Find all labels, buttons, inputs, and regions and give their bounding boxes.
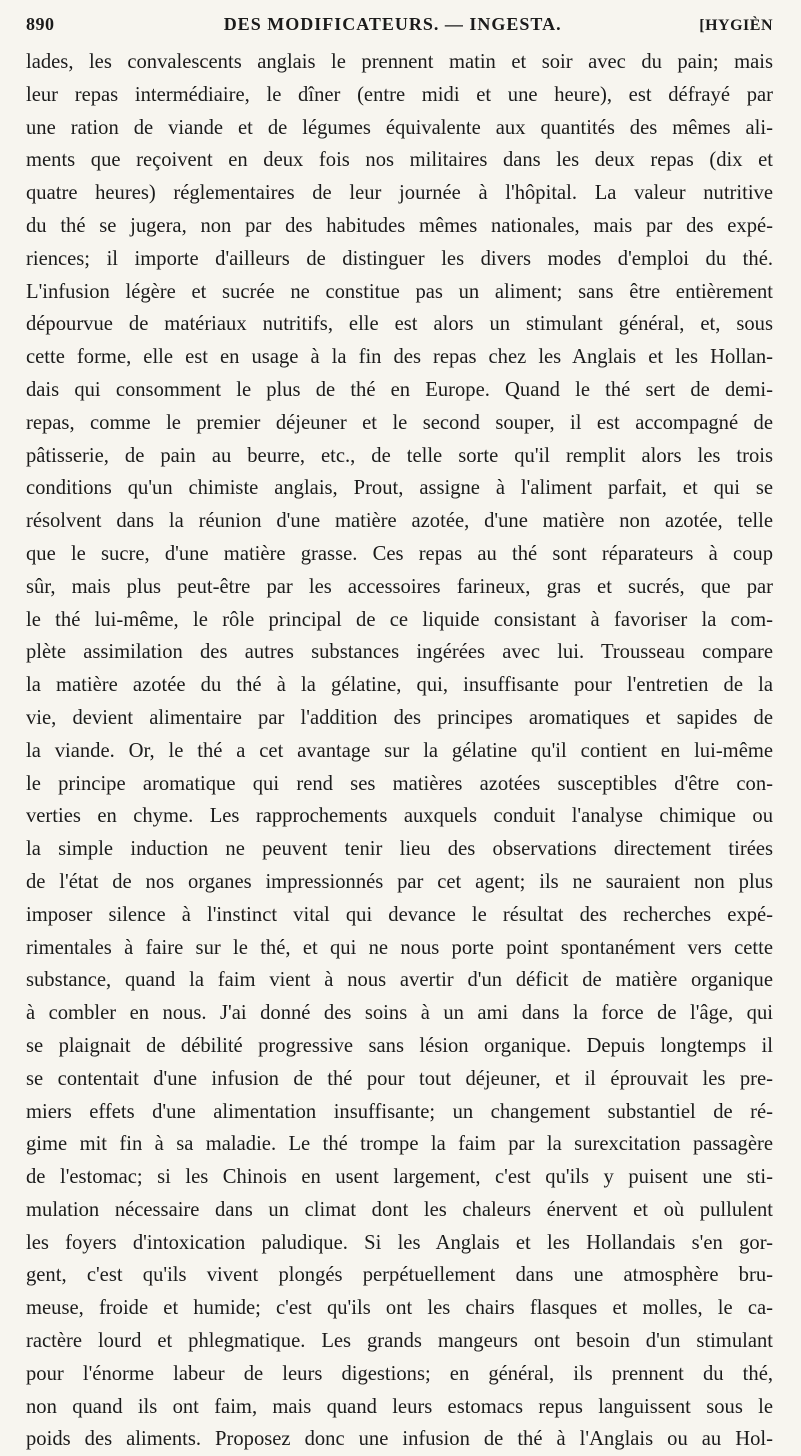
page-number: 890 <box>26 14 55 34</box>
text-line: meuse, froide et humide; c'est qu'ils ont les chairs flasques et molles, le ca- <box>26 1297 773 1320</box>
running-title: DES MODIFICATEURS. — INGESTA. <box>223 14 562 34</box>
text-line: le principe aromatique qui rend ses matières azotées susceptibles d'être con- <box>26 772 773 795</box>
text-line: sûr, mais plus peut-être par les accessoires farineux, gras et sucrés, que par <box>26 575 773 598</box>
text-line: quatre heures) réglementaires de leur journée à l'hôpital. La valeur nutritive <box>26 182 773 205</box>
section-label: [HYGIÈN <box>699 17 773 34</box>
body-text <box>26 46 773 1456</box>
text-line: les foyers d'intoxication paludique. Si les Anglais et les Hollandais s'en gor- <box>26 1231 773 1254</box>
text-line: L'infusion légère et sucrée ne constitue pas un aliment; sans être entièrement <box>26 280 773 303</box>
running-head <box>26 14 773 44</box>
text-line: rimentales à faire sur le thé, et qui ne nous porte point spontanément vers cette <box>26 936 773 959</box>
text-line: verties en chyme. Les rapprochements auxquels conduit l'analyse chimique ou <box>26 805 773 828</box>
text-line: la simple induction ne peuvent tenir lieu des observations directement tirées <box>26 838 773 861</box>
text-line: le thé lui-même, le rôle principal de ce liquide consistant à favoriser la com- <box>26 608 773 631</box>
text-line: la matière azotée du thé à la gélatine, qui, insuffisante pour l'entretien de la <box>26 674 773 697</box>
text-line: résolvent dans la réunion d'une matière azotée, d'une matière non azotée, telle <box>26 510 773 533</box>
text-line: une ration de viande et de légumes équivalente aux quantités des mêmes ali- <box>26 116 773 139</box>
text-line: dais qui consomment le plus de thé en Europe. Quand le thé sert de demi- <box>26 378 773 401</box>
text-line: de l'estomac; si les Chinois en usent largement, c'est qu'ils y puisent une sti- <box>26 1166 773 1189</box>
text-line: leur repas intermédiaire, le dîner (entre midi et une heure), est défrayé par <box>26 83 773 106</box>
text-line: se contentait d'une infusion de thé pour tout déjeuner, et il éprouvait les pre- <box>26 1067 773 1090</box>
text-line: miers effets d'une alimentation insuffisante; un changement substantiel de ré- <box>26 1100 773 1123</box>
text-line: que le sucre, d'une matière grasse. Ces repas au thé sont réparateurs à coup <box>26 542 773 565</box>
text-line: dépourvue de matériaux nutritifs, elle est alors un stimulant général, et, sous <box>26 313 773 336</box>
text-line: lades, les convalescents anglais le prennent matin et soir avec du pain; mais <box>26 51 773 73</box>
text-line: plète assimilation des autres substances ingérées avec lui. Trousseau compare <box>26 641 773 664</box>
text-line: pâtisserie, de pain au beurre, etc., de telle sorte qu'il remplit alors les trois <box>26 444 773 467</box>
text-line: pour l'énorme labeur de leurs digestions; en général, ils prennent du thé, <box>26 1362 773 1385</box>
text-line: mulation nécessaire dans un climat dont les chaleurs énervent et où pullulent <box>26 1198 773 1221</box>
text-line: se plaignait de débilité progressive sans lésion organique. Depuis longtemps il <box>26 1034 773 1057</box>
text-line: du thé se jugera, non par des habitudes mêmes nationales, mais par des expé- <box>26 214 773 237</box>
text-line: la viande. Or, le thé a cet avantage sur la gélatine qu'il contient en lui-même <box>26 739 773 762</box>
text-line: conditions qu'un chimiste anglais, Prout, assigne à l'aliment parfait, et qui se <box>26 477 773 500</box>
text-line: riences; il importe d'ailleurs de distinguer les divers modes d'emploi du thé. <box>26 247 773 270</box>
text-line: non quand ils ont faim, mais quand leurs estomacs repus languissent sous le <box>26 1395 773 1418</box>
text-line: de l'état de nos organes impressionnés par cet agent; ils ne sauraient non plus <box>26 870 773 893</box>
text-line: cette forme, elle est en usage à la fin des repas chez les Anglais et les Hollan- <box>26 346 773 369</box>
text-line: ractère lourd et phlegmatique. Les grands mangeurs ont besoin d'un stimulant <box>26 1330 773 1353</box>
text-line: imposer silence à l'instinct vital qui devance le résultat des recherches expé- <box>26 903 773 926</box>
text-line: gime mit fin à sa maladie. Le thé trompe la faim par la surexcitation passagère <box>26 1133 773 1156</box>
text-line: poids des aliments. Proposez donc une infusion de thé à l'Anglais ou au Hol- <box>26 1428 773 1451</box>
text-line: substance, quand la faim vient à nous avertir d'un déficit de matière organique <box>26 969 773 992</box>
text-line: gent, c'est qu'ils vivent plongés perpétuellement dans une atmosphère bru- <box>26 1264 773 1287</box>
text-line: repas, comme le premier déjeuner et le second souper, il est accompagné de <box>26 411 773 434</box>
text-line: à combler en nous. J'ai donné des soins à un ami dans la force de l'âge, qui <box>26 1002 773 1025</box>
text-line: ments que reçoivent en deux fois nos militaires dans les deux repas (dix et <box>26 149 773 172</box>
text-line: vie, devient alimentaire par l'addition des principes aromatiques et sapides de <box>26 706 773 729</box>
